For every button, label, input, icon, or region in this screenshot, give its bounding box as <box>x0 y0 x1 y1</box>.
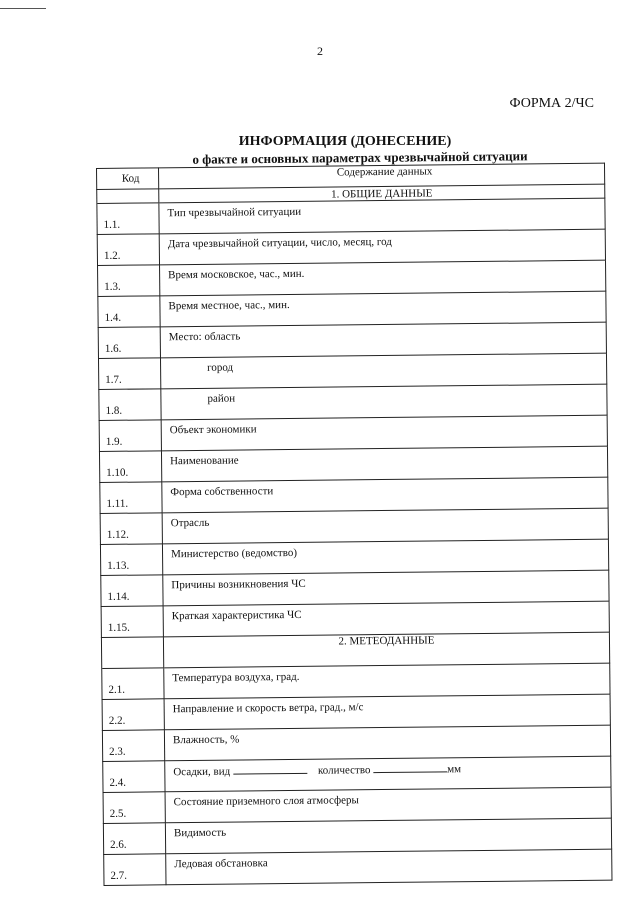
row-text: Время московское, час., мин. <box>160 260 606 296</box>
row-text: Дата чрезвычайной ситуации, число, месяц, год <box>159 229 605 265</box>
row-text: Министерство (ведомство) <box>162 539 608 575</box>
row-text: Влажность, % <box>164 725 610 761</box>
page-number: 2 <box>317 44 323 58</box>
row-text: город <box>207 361 234 374</box>
row-text: район <box>207 392 236 405</box>
row-text: Ледовая обстановка <box>166 849 612 885</box>
row-code: 1.1. <box>97 203 159 235</box>
precipitation-row-text <box>165 756 611 792</box>
section-title: 1. ОБЩИЕ ДАННЫЕ <box>159 184 605 203</box>
row-code: 1.3. <box>98 265 160 297</box>
table-row <box>104 849 612 885</box>
header-content: Содержание данных <box>159 163 605 189</box>
unit-label: мм <box>447 763 462 776</box>
row-code: 1.14. <box>101 575 163 607</box>
precipitation-type-blank <box>233 764 307 775</box>
row-text: Тип чрезвычайной ситуации <box>159 198 605 234</box>
row-code: 2.5. <box>103 792 165 824</box>
document-subtitle: о факте и основных параметрах чрезвычайной ситуации <box>192 148 528 167</box>
row-code: 2.2. <box>102 699 164 731</box>
form-code: ФОРМА 2/ЧС <box>509 96 594 111</box>
row-text: Краткая характеристика ЧС <box>163 601 609 637</box>
section-title: 2. МЕТЕОДАННЫЕ <box>163 632 609 668</box>
row-code: 2.3. <box>102 730 164 762</box>
row-text: Объект экономики <box>161 415 607 451</box>
row-code: 2.6. <box>103 823 165 855</box>
row-text: Наименование <box>161 446 607 482</box>
section-code-cell <box>97 189 159 204</box>
row-text: Форма собственности <box>162 477 608 513</box>
row-code: 1.11. <box>100 482 162 514</box>
row-code: 2.1. <box>102 668 164 700</box>
row-text: Осадки, вид <box>173 765 231 779</box>
row-text: Температура воздуха, град. <box>164 663 610 699</box>
row-text-indented <box>160 353 606 389</box>
row-text: Время местное, час., мин. <box>160 291 606 327</box>
header-code: Код <box>97 168 159 190</box>
row-code: 1.9. <box>99 420 161 452</box>
row-text: Отрасль <box>162 508 608 544</box>
section-code-cell <box>101 637 163 669</box>
scan-artifact-line <box>0 8 46 9</box>
row-code: 1.6. <box>98 327 160 359</box>
row-code: 1.7. <box>98 358 160 390</box>
row-code: 2.4. <box>103 761 165 793</box>
row-code: 1.8. <box>99 389 161 421</box>
row-code: 1.4. <box>98 296 160 328</box>
row-code: 1.12. <box>100 513 162 545</box>
row-code: 1.15. <box>101 606 163 638</box>
row-text: Состояние приземного слоя атмосферы <box>165 787 611 823</box>
document-title: ИНФОРМАЦИЯ (ДОНЕСЕНИЕ) <box>238 134 452 149</box>
row-text: Причины возникновения ЧС <box>163 570 609 606</box>
row-text: Видимость <box>165 818 611 854</box>
report-form-table <box>96 163 612 886</box>
precipitation-amount-blank <box>373 762 447 773</box>
row-code: 1.2. <box>97 234 159 266</box>
row-code: 2.7. <box>104 854 166 886</box>
row-text: Место: область <box>160 322 606 358</box>
row-text-quantity: количество <box>317 764 371 777</box>
row-text: Направление и скорость ветра, град., м/с <box>164 694 610 730</box>
row-code: 1.10. <box>99 451 161 483</box>
row-text-indented <box>161 384 607 420</box>
row-code: 1.13. <box>100 544 162 576</box>
